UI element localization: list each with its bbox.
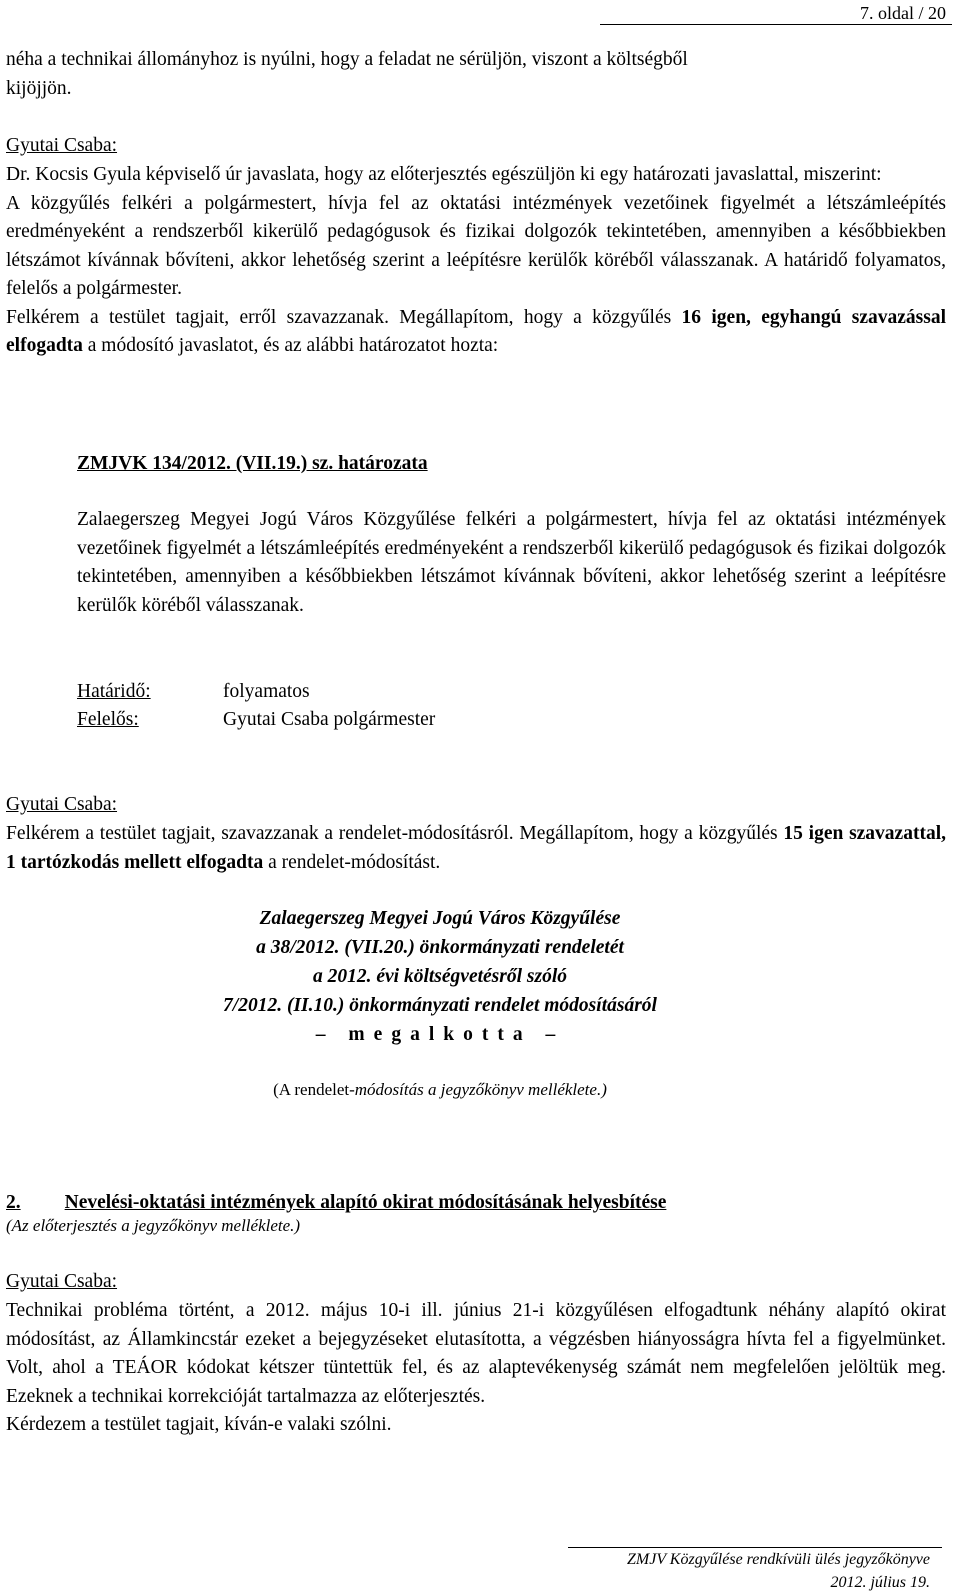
section-note: (Az előterjesztés a jegyzőkönyv melléklete.) <box>6 1216 301 1235</box>
page-number: 7. oldal / 20 <box>860 3 946 23</box>
responsible-value: Gyutai Csaba polgármester <box>223 709 436 730</box>
deadline-label: Határidő: <box>77 681 151 702</box>
section-title: Nevelési-oktatási intézmények alapító okirat módosításának helyesbítése <box>64 1192 667 1213</box>
responsible-label: Felelős: <box>77 709 139 730</box>
speaker-name: Gyutai Csaba: <box>6 135 118 156</box>
paragraph-line: néha a technikai állományhoz is nyúlni, hogy a feladat ne sérüljön, viszont a költségből <box>6 49 688 70</box>
vote-result-text: Felkérem a testület tagjait, erről szavazzanak. Megállapítom, hogy a közgyűlés 16 igen, egyhangú szavazással elfogadta a módosító javaslatot, és az alábbi határozatot hozta: <box>6 306 946 356</box>
speaker-name: Gyutai Csaba: <box>6 1271 118 1292</box>
decree-line: a 38/2012. (VII.20.) önkormányzati rendeletét <box>256 937 624 958</box>
paragraph-continuation <box>6 46 946 103</box>
deadline-value: folyamatos <box>223 681 310 702</box>
decree-line: Zalaegerszeg Megyei Jogú Város Közgyűlése <box>259 908 621 929</box>
section-number: 2. <box>6 1192 21 1213</box>
footer-title: ZMJV Közgyűlése rendkívüli ülés jegyzőkönyve <box>626 1551 930 1568</box>
decree-line: a 2012. évi költségvetésről szóló <box>312 966 567 987</box>
resolution-title: ZMJVK 134/2012. (VII.19.) sz. határozata <box>77 453 428 474</box>
speaker-name: Gyutai Csaba: <box>6 794 118 815</box>
resolution-body: Zalaegerszeg Megyei Jogú Város Közgyűlése felkéri a polgármestert, hívja fel az oktatási intézmények vezetőinek figyelmét a létszámleépítés eredményeként a rendszerből kikerülő pedagógusok és fizikai dolgozók tekintetében, amennyiben a későbbiekben létszámot kívánnak bővíteni, akkor lehetőség szerint a leépítésre kerülők köréből válasszanak. <box>77 509 946 616</box>
speaker-statement <box>6 161 946 361</box>
header-rule <box>600 24 952 25</box>
paragraph-line: kijöjjön. <box>6 77 72 99</box>
statement-text: Dr. Kocsis Gyula képviselő úr javaslata, hogy az előterjesztés egészüljön ki egy határozati javaslattal, miszerint: <box>6 164 882 185</box>
decree-line: 7/2012. (II.10.) önkormányzati rendelet módosításáról <box>223 995 657 1016</box>
speaker-statement <box>6 1297 946 1440</box>
speaker-statement: Felkérem a testület tagjait, szavazzanak a rendelet-módosításról. Megállapítom, hogy a közgyűlés 15 igen szavazattal, 1 tartózkodás mellett elfogadta a rendelet-módosítást. <box>6 823 946 873</box>
statement-text: Technikai probléma történt, a 2012. május 10-i ill. június 21-i közgyűlésen elfogadtunk néhány alapító okirat módosítást, az Államkincstár ezeket a bejegyzéseket elutasította, a végzésben hiányosságra hívta fel a figyelmünket. Volt, ahol a TEÁOR kódokat kétszer tüntettük fel, és az alaptevékenység számát nem megfelelően jelöltük meg. Ezeknek a technikai korrekcióját tartalmazza az előterjesztés. <box>6 1300 946 1407</box>
footer-date: 2012. július 19. <box>830 1574 930 1591</box>
decree-note: (A rendelet-módosítás a jegyzőkönyv melléklete.) <box>273 1080 607 1099</box>
statement-text: Kérdezem a testület tagjait, kíván-e valaki szólni. <box>6 1414 392 1435</box>
decree-enacted: – megalkotta – <box>315 1024 565 1045</box>
proposal-text: A közgyűlés felkéri a polgármestert, hívja fel az oktatási intézmények vezetőinek figyelmét a létszámleépítés eredményeként a rendszerből kikerülő pedagógusok és fizikai dolgozók tekintetében, amennyiben a későbbiekben létszámot kívánnak bővíteni, akkor lehetőség szerint a leépítésre kerülők köréből válasszanak. A határidő folyamatos, felelős a polgármester. <box>6 192 946 299</box>
footer-rule <box>568 1547 942 1548</box>
